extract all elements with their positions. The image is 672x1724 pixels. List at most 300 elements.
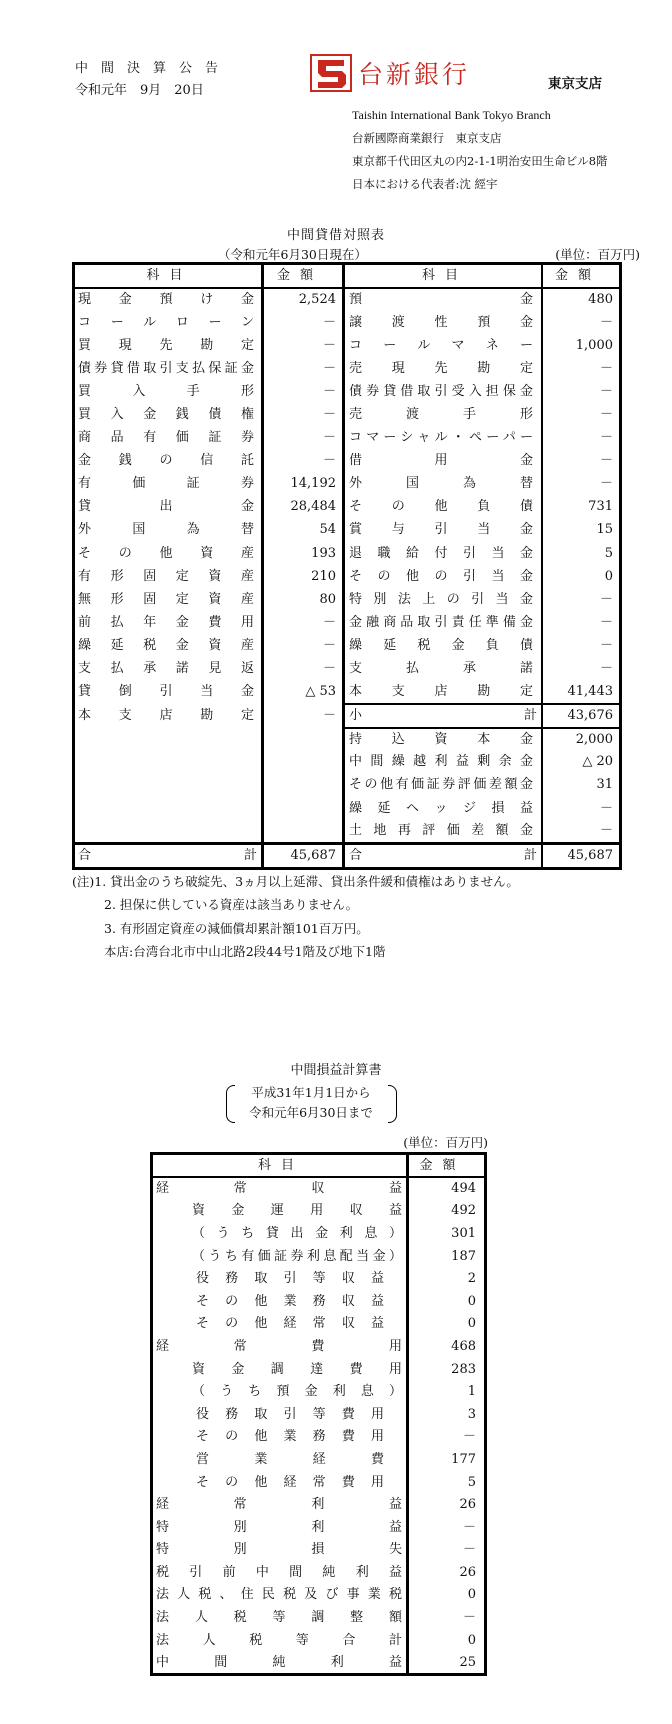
row-label: その他資産 — [78, 545, 254, 561]
row-label: 繰延ヘッジ損益 — [349, 800, 533, 816]
amount-cell: － — [542, 588, 621, 611]
table-row — [152, 1222, 486, 1245]
table-row — [74, 728, 621, 751]
row-label-cell — [344, 403, 543, 426]
row-label: 経常利益 — [156, 1497, 402, 1513]
table-row — [152, 1335, 486, 1358]
amount-cell: 187 — [408, 1245, 486, 1268]
row-label: 賞与引当金 — [349, 522, 533, 538]
table-row — [152, 1313, 486, 1336]
row-label-cell — [74, 565, 263, 588]
row-label-cell — [152, 1471, 408, 1494]
row-label-cell — [152, 1561, 408, 1584]
table-row — [74, 288, 621, 311]
table-row — [74, 658, 621, 681]
row-label: 商品有価証券 — [78, 430, 254, 446]
balance-sheet-title: 中間貸借対照表 — [286, 228, 385, 243]
empty-cell — [263, 728, 344, 751]
table-row — [74, 334, 621, 357]
row-label-cell — [152, 1426, 408, 1449]
row-label-cell — [152, 1629, 408, 1652]
row-label — [349, 845, 541, 867]
row-label: 借用金 — [349, 453, 533, 469]
table-row — [152, 1267, 486, 1290]
amount-cell: － — [542, 403, 621, 426]
amount-cell: 480 — [542, 288, 621, 311]
row-label-cell — [74, 450, 263, 473]
row-label-cell — [152, 1651, 408, 1674]
table-row — [152, 1200, 486, 1223]
amount-cell: － — [263, 658, 344, 681]
row-label: 支払承諾 — [349, 661, 533, 677]
table-row — [74, 450, 621, 473]
row-label-cell — [152, 1267, 408, 1290]
table-row — [152, 1448, 486, 1471]
empty-cell — [74, 774, 263, 797]
amount-cell: 177 — [408, 1448, 486, 1471]
row-label-cell — [74, 357, 263, 380]
amount-cell: 43,676 — [542, 704, 621, 728]
amount-cell: 193 — [263, 542, 344, 565]
row-label-cell — [74, 519, 263, 542]
amount-cell: 54 — [263, 519, 344, 542]
amount-cell: 26 — [408, 1493, 486, 1516]
row-label: 特別法上の引当金 — [349, 591, 533, 607]
row-label-cell — [152, 1493, 408, 1516]
table-row — [152, 1561, 486, 1584]
amount-cell: － — [542, 380, 621, 403]
row-label-cell — [74, 611, 263, 634]
table-row — [74, 634, 621, 657]
row-label: その他有価証券評価差額金 — [349, 777, 533, 793]
amount-cell: 26 — [408, 1561, 486, 1584]
amount-cell: － — [263, 634, 344, 657]
table-row — [152, 1426, 486, 1449]
row-label-cell — [74, 704, 263, 728]
income-statement-period — [226, 1083, 396, 1123]
row-label: 中間純利益 — [156, 1654, 402, 1670]
notes — [72, 870, 519, 963]
row-label: 役務取引等収益 — [196, 1271, 384, 1287]
amount-cell: △ 53 — [263, 681, 344, 704]
amount-cell: － — [408, 1516, 486, 1539]
row-label-cell — [74, 427, 263, 450]
row-label — [78, 845, 261, 867]
row-label-cell — [152, 1290, 408, 1313]
address-block — [352, 104, 608, 196]
row-label-cell — [344, 380, 543, 403]
table-row — [74, 565, 621, 588]
amount-cell: － — [263, 611, 344, 634]
row-label: その他負債 — [349, 499, 533, 515]
amount-cell: － — [263, 403, 344, 426]
amount-cell: 5 — [542, 542, 621, 565]
row-label-cell — [344, 611, 543, 634]
address-line: 東京都千代田区丸の内2-1-1明治安田生命ビル8階 — [352, 154, 608, 168]
table-row — [74, 403, 621, 426]
amount-cell: － — [542, 311, 621, 334]
row-label: 本支店勘定 — [78, 707, 254, 723]
row-label-right: 計 — [243, 848, 257, 864]
row-label: 外国為替 — [349, 476, 533, 492]
table-row — [152, 1177, 486, 1200]
amount-cell: 283 — [408, 1358, 486, 1381]
row-label: 貸出金 — [78, 499, 254, 515]
row-label-cell — [152, 1539, 408, 1562]
row-label: 有価証券 — [78, 476, 254, 492]
table-row — [152, 1290, 486, 1313]
amount-cell: 25 — [408, 1651, 486, 1674]
row-label: 土地再評価差額金 — [349, 823, 533, 839]
amount-cell: － — [263, 380, 344, 403]
row-label-cell — [344, 658, 543, 681]
table-row — [152, 1651, 486, 1674]
row-label-cell — [152, 1222, 408, 1245]
row-label: （うち有価証券利息配当金） — [192, 1248, 402, 1264]
row-label: 買入手形 — [78, 383, 254, 399]
row-label: 法人税等調整額 — [156, 1610, 402, 1626]
table-row — [74, 473, 621, 496]
table-row — [74, 704, 621, 728]
row-label-cell — [74, 658, 263, 681]
amount-cell: － — [263, 357, 344, 380]
row-label: 売渡手形 — [349, 407, 533, 423]
amount-cell: － — [542, 634, 621, 657]
amount-cell: 0 — [408, 1629, 486, 1652]
row-label: 資金運用収益 — [192, 1203, 402, 1219]
row-label-cell — [74, 403, 263, 426]
amount-cell: 3 — [408, 1403, 486, 1426]
row-label: 繰延税金資産 — [78, 637, 254, 653]
address-line: Taishin International Bank Tokyo Branch — [352, 108, 551, 122]
empty-cell — [74, 820, 263, 844]
table-row — [74, 751, 621, 774]
bank-logo — [310, 54, 470, 92]
amount-cell: 210 — [263, 565, 344, 588]
row-label-cell — [344, 844, 543, 869]
row-label: （うち預金利息） — [192, 1384, 402, 1400]
income-statement-title: 中間損益計算書 — [290, 1063, 382, 1078]
row-label: コールマネー — [349, 337, 533, 353]
row-label: コマーシャル・ペーパー — [349, 430, 533, 446]
empty-cell — [263, 751, 344, 774]
row-label-cell — [152, 1177, 408, 1200]
amount-cell: 80 — [263, 588, 344, 611]
amount-cell: 492 — [408, 1200, 486, 1223]
row-label-cell — [344, 334, 543, 357]
amount-cell: － — [542, 450, 621, 473]
row-label: 売現先勘定 — [349, 360, 533, 376]
row-label: 買入金銭債権 — [78, 407, 254, 423]
amount-cell: 2 — [408, 1267, 486, 1290]
row-label-cell — [74, 844, 263, 869]
income-statement-table — [150, 1152, 487, 1676]
row-label: 中間繰越利益剰余金 — [349, 754, 533, 770]
row-label-cell — [344, 774, 543, 797]
row-label-cell — [74, 311, 263, 334]
row-label-cell — [74, 380, 263, 403]
amount-cell: － — [263, 450, 344, 473]
balance-sheet-date: （令和元年6月30日現在） — [218, 247, 367, 262]
row-label-cell — [152, 1358, 408, 1381]
row-label-cell — [344, 496, 543, 519]
row-label: 特別損失 — [156, 1542, 402, 1558]
row-label-cell — [344, 751, 543, 774]
row-label-cell — [74, 542, 263, 565]
amount-cell: 731 — [542, 496, 621, 519]
amount-cell: 2,000 — [542, 728, 621, 751]
empty-cell — [263, 774, 344, 797]
bank-name: 台新銀行 — [358, 60, 471, 89]
table-row — [152, 1380, 486, 1403]
amount-cell: 1,000 — [542, 334, 621, 357]
period-from: 平成31年1月1日から — [251, 1085, 371, 1100]
amount-cell: － — [542, 820, 621, 844]
branch-tag: 東京支店 — [548, 76, 602, 92]
row-label: 経常費用 — [156, 1338, 402, 1354]
table-row — [74, 311, 621, 334]
table-row — [74, 427, 621, 450]
column-header: 金額 — [263, 264, 344, 289]
row-label: 資金調達費用 — [192, 1361, 402, 1377]
table-row — [152, 1493, 486, 1516]
notice-header — [75, 58, 231, 102]
row-label: 法人税等合計 — [156, 1632, 402, 1648]
period-to: 令和元年6月30日まで — [249, 1105, 373, 1120]
row-label: 支払承諾見返 — [78, 661, 254, 677]
table-row — [152, 1471, 486, 1494]
table-header-row — [74, 264, 621, 289]
column-header: 金額 — [542, 264, 621, 289]
row-label-cell — [344, 450, 543, 473]
note-item — [72, 870, 519, 893]
row-label-cell — [152, 1200, 408, 1223]
amount-cell: 5 — [408, 1471, 486, 1494]
table-row — [74, 519, 621, 542]
amount-cell: － — [408, 1606, 486, 1629]
row-label-cell — [74, 496, 263, 519]
row-label-right: 計 — [523, 848, 537, 864]
row-label: 債券貸借取引受入担保金 — [349, 383, 533, 399]
amount-cell: － — [542, 611, 621, 634]
row-label-right: 計 — [523, 707, 537, 723]
row-label: 現金預け金 — [78, 292, 254, 308]
empty-cell — [74, 751, 263, 774]
table-row — [74, 797, 621, 820]
row-label-cell — [152, 1584, 408, 1607]
row-label-left: 合 — [78, 848, 92, 864]
row-label: 貸倒引当金 — [78, 684, 254, 700]
table-header-row — [152, 1154, 486, 1178]
amount-cell: 41,443 — [542, 681, 621, 704]
amount-cell: 14,192 — [263, 473, 344, 496]
row-label-cell — [74, 334, 263, 357]
row-label-cell — [344, 427, 543, 450]
row-label: 外国為替 — [78, 522, 254, 538]
row-label — [349, 705, 541, 727]
amount-cell: － — [263, 704, 344, 728]
amount-cell: － — [542, 357, 621, 380]
table-row — [74, 774, 621, 797]
row-label: 無形固定資産 — [78, 591, 254, 607]
row-label: （うち貸出金利息） — [192, 1225, 402, 1241]
row-label-cell — [152, 1448, 408, 1471]
amount-cell: 301 — [408, 1222, 486, 1245]
head-office-note: 本店:台湾台北市中山北路2段44号1階及び地下1階 — [104, 943, 386, 959]
table-row — [152, 1245, 486, 1268]
row-label: その他業務費用 — [196, 1429, 384, 1445]
amount-cell: 0 — [408, 1584, 486, 1607]
row-label: 法人税、住民税及び事業税 — [156, 1587, 402, 1603]
table-row — [152, 1606, 486, 1629]
row-label: その他経常収益 — [196, 1316, 384, 1332]
row-label-cell — [344, 357, 543, 380]
amount-cell: － — [263, 311, 344, 334]
row-label-cell — [344, 704, 543, 728]
amount-cell: 2,524 — [263, 288, 344, 311]
amount-cell: － — [542, 427, 621, 450]
row-label-cell — [74, 588, 263, 611]
note-item: 2. 担保に供している資産は該当ありません。 — [104, 897, 359, 913]
row-label-cell — [344, 634, 543, 657]
amount-cell: － — [408, 1426, 486, 1449]
notice-title: 中間決算公告 — [75, 61, 232, 76]
row-label: その他経常費用 — [196, 1474, 384, 1490]
row-label-cell — [152, 1313, 408, 1336]
column-header: 科目 — [74, 264, 263, 289]
table-row — [152, 1584, 486, 1607]
row-label: 繰延税金負債 — [349, 637, 533, 653]
row-label: コールローン — [78, 314, 254, 330]
amount-cell: 494 — [408, 1177, 486, 1200]
row-label: その他の引当金 — [349, 568, 533, 584]
amount-cell: － — [542, 473, 621, 496]
amount-cell: 28,484 — [263, 496, 344, 519]
amount-cell: － — [408, 1539, 486, 1562]
taishin-logo-icon — [310, 54, 352, 92]
row-label-cell — [344, 588, 543, 611]
row-label-cell — [344, 473, 543, 496]
note-text: 1. 貸出金のうち破綻先、3ヵ月以上延滞、貸出条件緩和債権はありません。 — [94, 874, 519, 889]
income-statement-unit: (単位：百万円) — [403, 1135, 488, 1150]
table-row — [74, 496, 621, 519]
amount-cell: 0 — [408, 1290, 486, 1313]
amount-cell: 31 — [542, 774, 621, 797]
table-row — [152, 1516, 486, 1539]
amount-cell: 0 — [408, 1313, 486, 1336]
row-label: 金融商品取引責任準備金 — [349, 614, 533, 630]
row-label: 金銭の信託 — [78, 453, 254, 469]
row-label-cell — [344, 519, 543, 542]
amount-cell: 15 — [542, 519, 621, 542]
column-header: 金額 — [408, 1154, 486, 1178]
amount-cell: 45,687 — [263, 844, 344, 869]
row-label-cell — [344, 565, 543, 588]
empty-cell — [263, 820, 344, 844]
amount-cell: － — [542, 658, 621, 681]
column-header: 科目 — [344, 264, 543, 289]
amount-cell: 1 — [408, 1380, 486, 1403]
row-label-left: 小 — [349, 707, 363, 723]
row-label-cell — [344, 311, 543, 334]
table-row — [74, 588, 621, 611]
row-label: 有形固定資産 — [78, 568, 254, 584]
row-label: 退職給付引当金 — [349, 545, 533, 561]
row-label-cell — [344, 542, 543, 565]
address-line: 日本における代表者:沈 經宇 — [352, 177, 498, 191]
row-label-cell — [74, 473, 263, 496]
row-label-cell — [344, 288, 543, 311]
table-row — [152, 1539, 486, 1562]
row-label-cell — [344, 728, 543, 751]
row-label-cell — [74, 288, 263, 311]
table-row — [74, 681, 621, 704]
row-label-cell — [152, 1380, 408, 1403]
amount-cell: △ 20 — [542, 751, 621, 774]
empty-cell — [263, 797, 344, 820]
row-label-cell — [344, 820, 543, 844]
total-row — [74, 844, 621, 869]
row-label-cell — [152, 1606, 408, 1629]
row-label-cell — [74, 681, 263, 704]
table-row — [74, 357, 621, 380]
amount-cell: 0 — [542, 565, 621, 588]
amount-cell: － — [263, 427, 344, 450]
table-row — [152, 1629, 486, 1652]
row-label: その他業務収益 — [196, 1293, 384, 1309]
column-header: 科目 — [152, 1154, 408, 1178]
address-line: 台新國際商業銀行 東京支店 — [352, 131, 502, 145]
row-label: 買現先勘定 — [78, 337, 254, 353]
amount-cell: － — [542, 797, 621, 820]
row-label: 役務取引等費用 — [196, 1406, 384, 1422]
row-label-cell — [152, 1335, 408, 1358]
note-lead: (注) — [72, 874, 95, 889]
row-label: 譲渡性預金 — [349, 314, 533, 330]
row-label: 預金 — [349, 292, 533, 308]
balance-sheet-table — [72, 262, 622, 870]
row-label-cell — [344, 797, 543, 820]
row-label-left: 合 — [349, 848, 363, 864]
notice-date: 令和元年 9月 20日 — [75, 83, 204, 98]
empty-cell — [74, 728, 263, 751]
row-label: 前払年金費用 — [78, 614, 254, 630]
row-label: 営業経費 — [196, 1451, 384, 1467]
row-label: 税引前中間純利益 — [156, 1564, 402, 1580]
row-label-cell — [344, 681, 543, 704]
table-row — [152, 1403, 486, 1426]
row-label: 債券貸借取引支払保証金 — [78, 360, 254, 376]
row-label: 経常収益 — [156, 1181, 402, 1197]
note-item: 3. 有形固定資産の減価償却累計額101百万円。 — [104, 920, 369, 936]
row-label: 特別利益 — [156, 1519, 402, 1535]
row-label-cell — [152, 1403, 408, 1426]
table-row — [152, 1358, 486, 1381]
balance-sheet-unit: (単位：百万円) — [555, 247, 640, 262]
table-row — [74, 611, 621, 634]
empty-cell — [74, 797, 263, 820]
table-row — [74, 542, 621, 565]
amount-cell: － — [263, 334, 344, 357]
row-label: 本支店勘定 — [349, 683, 533, 699]
amount-cell: 45,687 — [542, 844, 621, 869]
table-row — [74, 820, 621, 844]
row-label-cell — [152, 1516, 408, 1539]
row-label-cell — [74, 634, 263, 657]
row-label-cell — [152, 1245, 408, 1268]
table-row — [74, 380, 621, 403]
amount-cell: 468 — [408, 1335, 486, 1358]
